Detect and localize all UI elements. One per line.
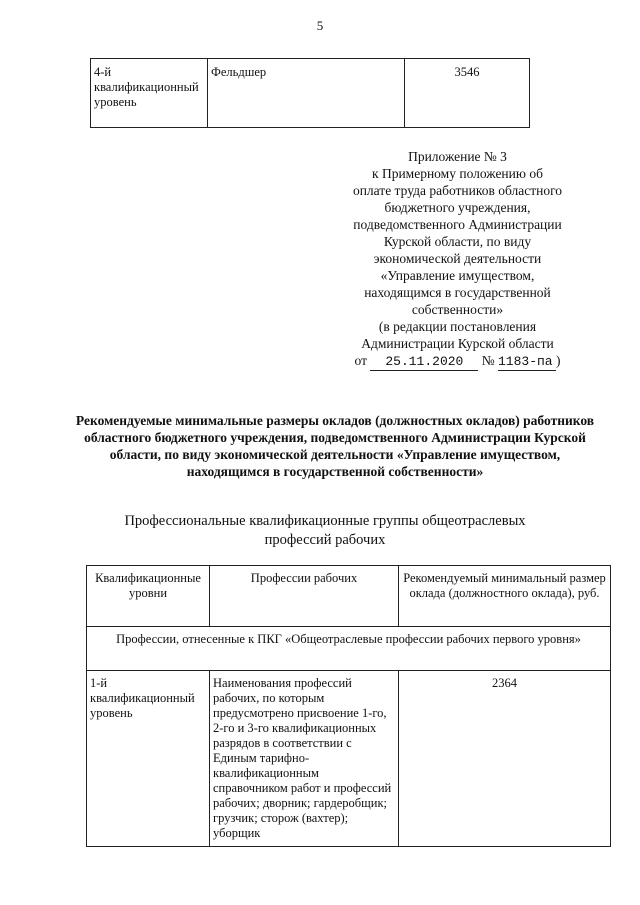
table-header-row [87,566,611,627]
resolution-number-value: 1183-па [498,354,553,369]
resolution-date-value: 25.11.2020 [385,354,464,369]
closing-paren: ) [556,353,561,368]
annex-line: (в редакции постановления [378,319,537,334]
annex-line: Администрации Курской области [361,336,554,351]
resolution-number [498,352,556,371]
column-header: Квалификационные уровни [87,566,210,627]
amount-cell: 2364 [399,671,611,847]
date-prefix: от [354,353,367,368]
amount-cell: 3546 [405,59,530,128]
group-title: Профессии, отнесенные к ПКГ «Общеотраслевые профессии рабочих первого уровня» [87,627,611,671]
salary-table [86,565,611,847]
group-row [87,627,611,671]
column-header: Профессии рабочих [210,566,399,627]
annex-line: к Примерному положению об [372,166,543,181]
annex-line: находящимся в государственной [364,285,551,300]
page-number: 5 [316,18,324,33]
resolution-date [370,352,478,371]
annex-line: «Управление имуществом, [380,268,535,283]
profession-cell: Фельдшер [208,59,405,128]
document-title: Рекомендуемые минимальные размеры окладов (должностных окладов) работников областного бюджетного учреждения, подведомственного Администрации Курской области, по виду экономической деятельности «Управление имуществом, находящимся в государственной собственности» [75,413,595,479]
table-row [87,671,611,847]
resolution-date-line [330,352,585,371]
number-prefix: № [481,353,495,368]
section-subtitle: Профессиональные квалификационные группы общеотраслевых профессий рабочих [124,513,526,548]
column-header: Рекомендуемый минимальный размер оклада (должностного оклада), руб. [399,566,611,627]
qualification-level-cell: 1-й квалификационный уровень [87,671,210,847]
top-table [90,58,530,128]
annex-line: бюджетного учреждения, [384,200,531,215]
annex-line: оплате труда работников областного [352,183,563,198]
annex-line: Курской области, по виду [383,234,532,249]
annex-header [330,148,585,371]
qualification-level-cell: 4-й квалификационный уровень [91,59,208,128]
annex-line: экономической деятельности [373,251,542,266]
annex-line: подведомственного Администрации [353,217,562,232]
table-row [91,59,530,128]
annex-line: Приложение № 3 [408,149,507,164]
profession-cell: Наименования профессий рабочих, по которым предусмотрено присвоение 1-го, 2-го и 3-го квалификационных разрядов в соответствии с Единым тарифно-квалификационным справочником работ и профессий рабочих; дворник; гардеробщик; грузчик; сторож (вахтер); уборщик [210,671,399,847]
annex-line: собственности» [411,302,504,317]
